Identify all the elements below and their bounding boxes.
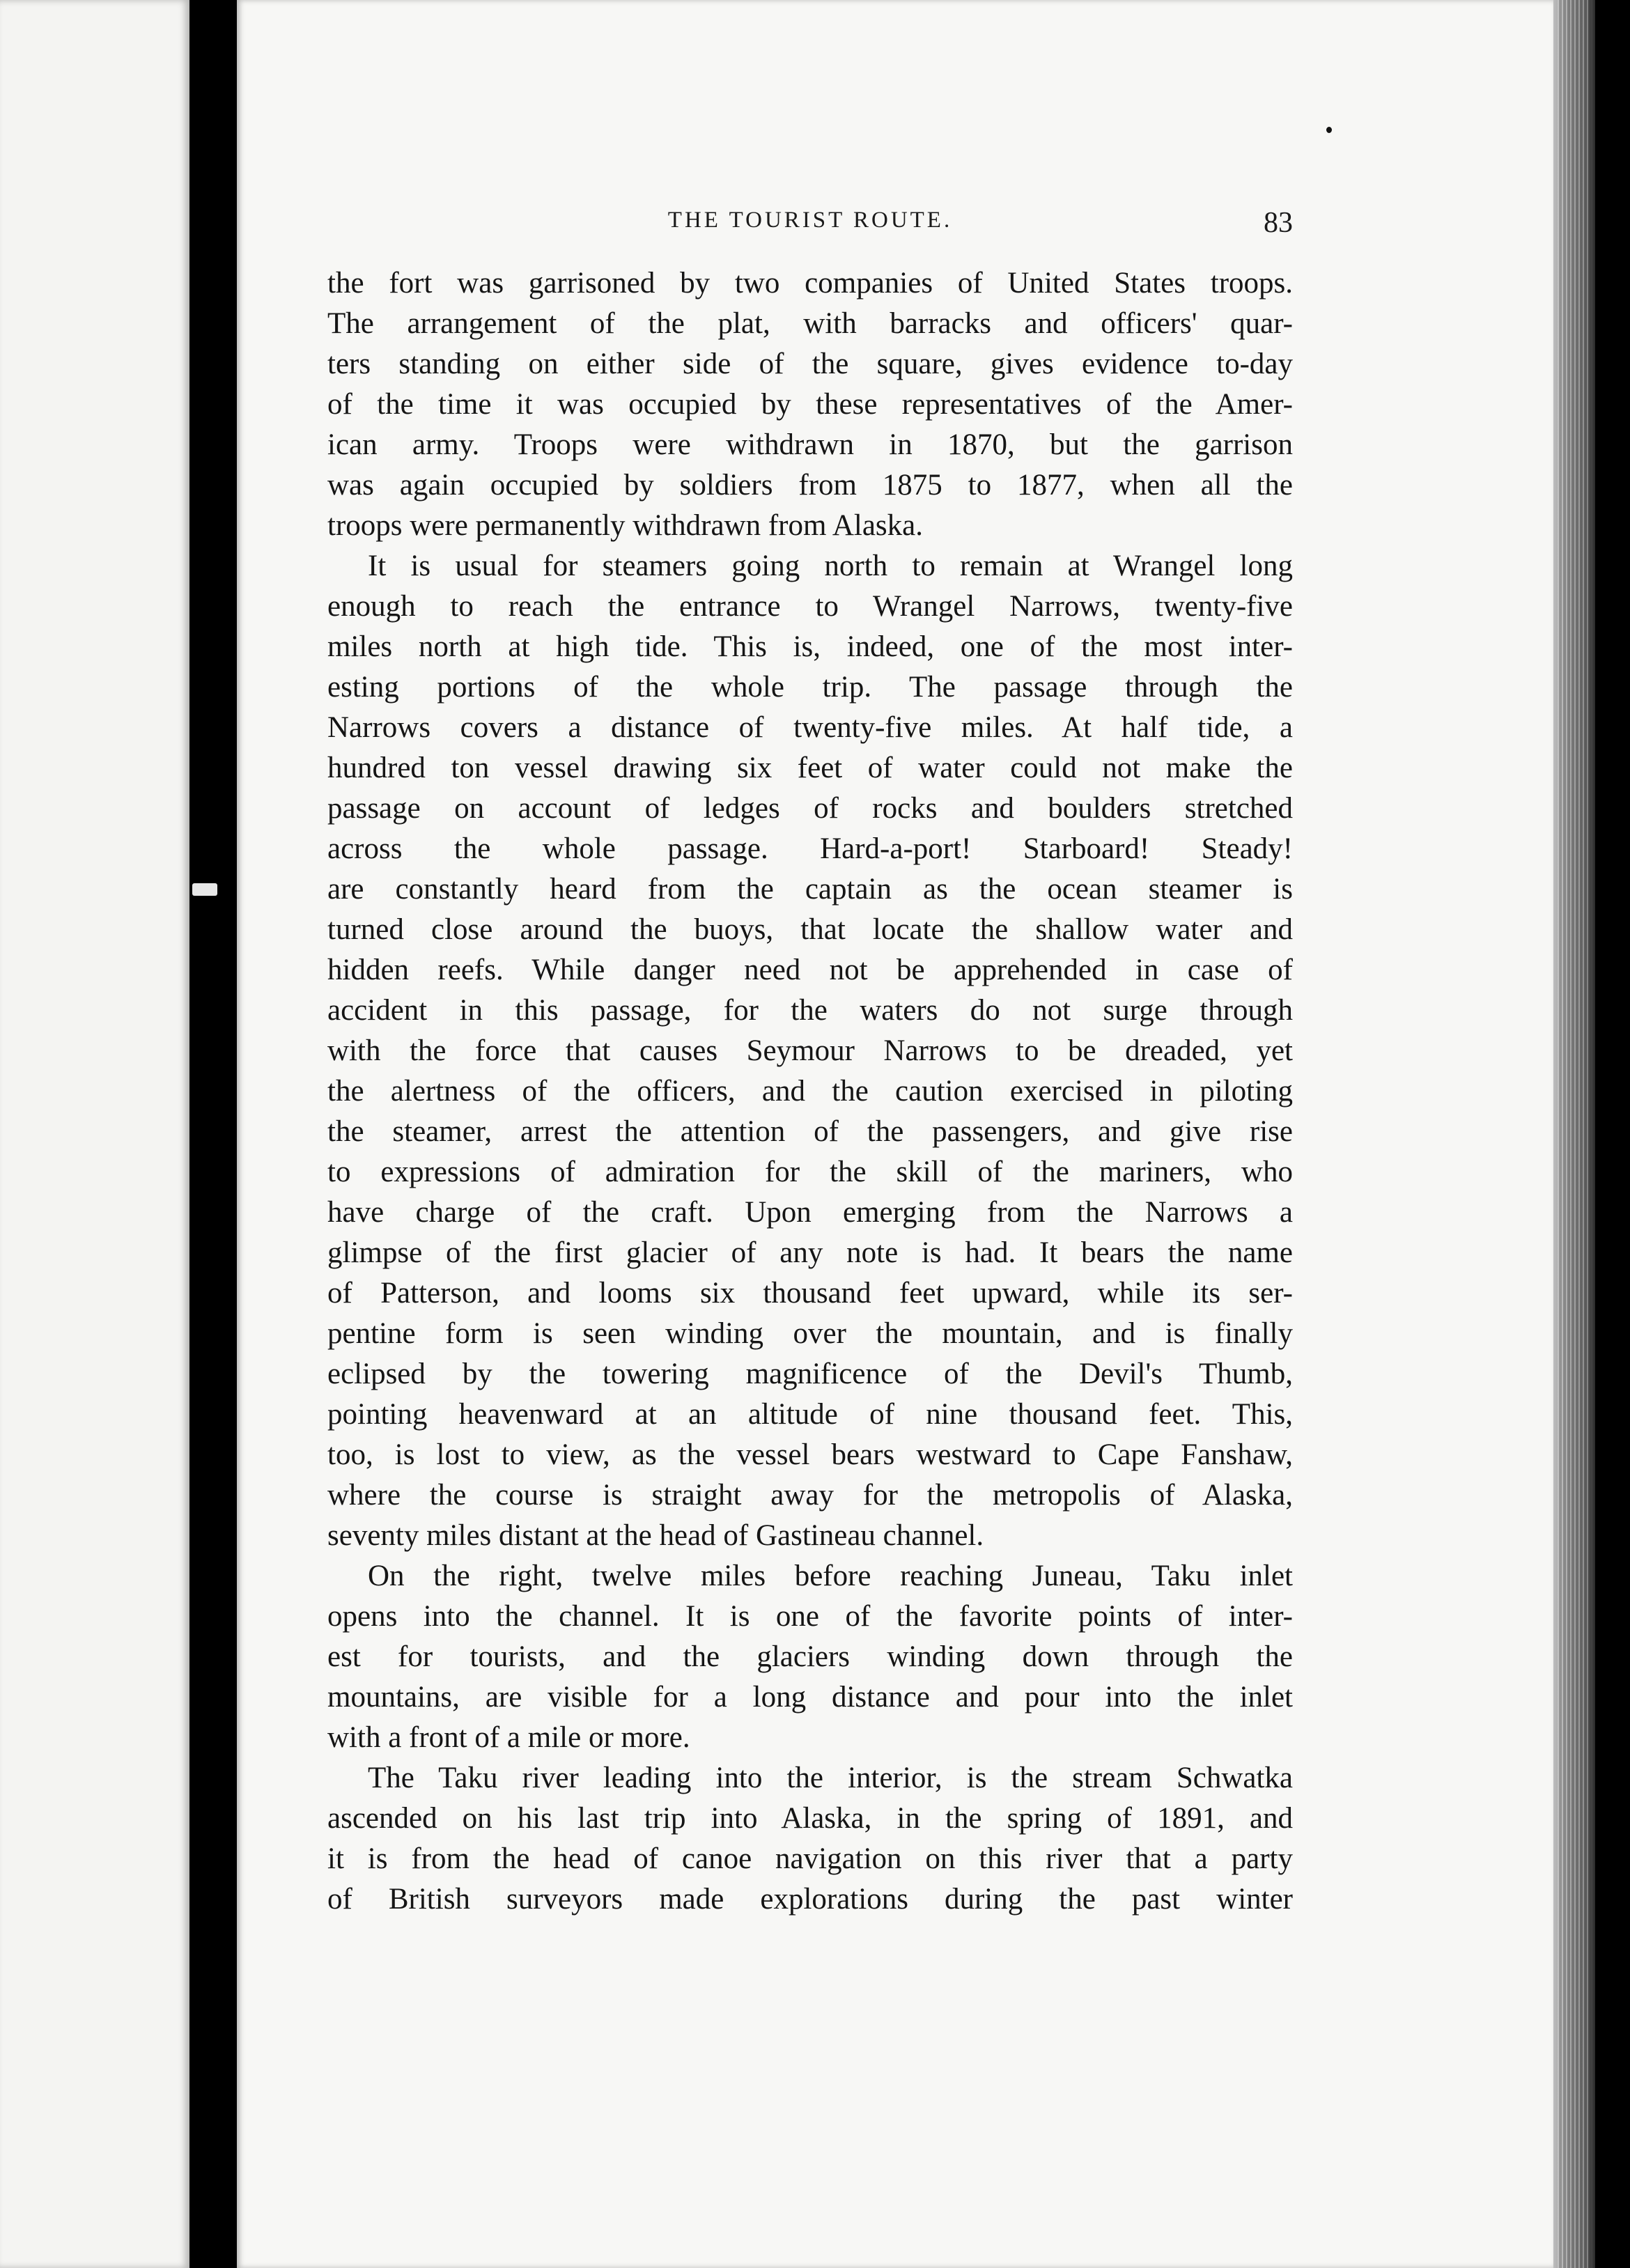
text-line: passage on account of ledges of rocks and boulders stretched xyxy=(327,792,1293,825)
text-line: across the whole passage. Hard-a-port! Starboard! Steady! xyxy=(327,832,1293,865)
text-line: ascended on his last trip into Alaska, in the spring of 1891, and xyxy=(327,1802,1293,1835)
text-line: too, is lost to view, as the vessel bears westward to Cape Fanshaw, xyxy=(327,1438,1293,1471)
text-line: of the time it was occupied by these representatives of the Amer- xyxy=(327,388,1293,421)
text-line: the steamer, arrest the attention of the passengers, and give rise xyxy=(327,1115,1293,1148)
text-line: glimpse of the first glacier of any note is had. It bears the name xyxy=(327,1236,1293,1269)
gutter-mark xyxy=(192,883,217,896)
text-line: pentine form is seen winding over the mountain, and is finally xyxy=(327,1317,1293,1350)
text-line: On the right, twelve miles before reaching Juneau, Taku inlet xyxy=(368,1560,1293,1592)
text-line: the alertness of the officers, and the caution exercised in piloting xyxy=(327,1075,1293,1108)
body-text xyxy=(327,263,1293,1920)
text-line: pointing heavenward at an altitude of nine thousand feet. This, xyxy=(327,1398,1293,1431)
text-line: the fort was garrisoned by two companies of United States troops. xyxy=(327,267,1293,300)
facing-page-edge xyxy=(0,0,189,2268)
text-line: ican army. Troops were withdrawn in 1870, but the garrison xyxy=(327,428,1293,461)
text-line: of Patterson, and looms six thousand feet upward, while its ser- xyxy=(327,1277,1293,1310)
text-line: est for tourists, and the glaciers winding down through the xyxy=(327,1640,1293,1673)
text-line: to expressions of admiration for the skill of the mariners, who xyxy=(327,1156,1293,1188)
paragraph xyxy=(327,1758,1293,1920)
paragraph xyxy=(327,546,1293,1556)
paragraph xyxy=(327,1556,1293,1758)
text-line: with a front of a mile or more. xyxy=(327,1721,690,1754)
page-stack-lines xyxy=(1558,0,1591,2268)
text-line: ters standing on either side of the square, gives evidence to-day xyxy=(327,348,1293,380)
ink-speck xyxy=(1326,127,1332,133)
text-line: of British surveyors made explorations during the past winter xyxy=(327,1883,1293,1916)
text-line: seventy miles distant at the head of Gastineau channel. xyxy=(327,1519,984,1552)
text-line: mountains, are visible for a long distance and pour into the inlet xyxy=(327,1681,1293,1714)
page-number: 83 xyxy=(1264,207,1293,239)
text-line: It is usual for steamers going north to remain at Wrangel long xyxy=(368,550,1293,582)
paragraph xyxy=(327,263,1293,546)
text-line: troops were permanently withdrawn from Alaska. xyxy=(327,509,923,542)
text-line: with the force that causes Seymour Narrows to be dreaded, yet xyxy=(327,1034,1293,1067)
text-line: esting portions of the whole trip. The passage through the xyxy=(327,671,1293,704)
text-line: The Taku river leading into the interior, is the stream Schwatka xyxy=(368,1762,1293,1794)
text-line: are constantly heard from the captain as the ocean steamer is xyxy=(327,873,1293,906)
text-line: accident in this passage, for the waters do not surge through xyxy=(327,994,1293,1027)
text-line: Narrows covers a distance of twenty-five miles. At half tide, a xyxy=(327,711,1293,744)
text-line: turned close around the buoys, that locate the shallow water and xyxy=(327,913,1293,946)
text-line: opens into the channel. It is one of the favorite points of inter- xyxy=(327,1600,1293,1633)
text-line: miles north at high tide. This is, indeed, one of the most inter- xyxy=(327,630,1293,663)
text-line: where the course is straight away for the metropolis of Alaska, xyxy=(327,1479,1293,1512)
text-line: enough to reach the entrance to Wrangel Narrows, twenty-five xyxy=(327,590,1293,623)
text-line: hidden reefs. While danger need not be apprehended in case of xyxy=(327,954,1293,986)
running-head xyxy=(327,208,1293,240)
text-line: was again occupied by soldiers from 1875 to 1877, when all the xyxy=(327,469,1293,502)
running-title: THE TOURIST ROUTE. xyxy=(667,208,953,233)
text-line: hundred ton vessel drawing six feet of water could not make the xyxy=(327,752,1293,784)
text-line: eclipsed by the towering magnificence of the Devil's Thumb, xyxy=(327,1358,1293,1390)
text-line: have charge of the craft. Upon emerging from the Narrows a xyxy=(327,1196,1293,1229)
text-line: The arrangement of the plat, with barracks and officers' quar- xyxy=(327,307,1293,340)
text-line: it is from the head of canoe navigation on this river that a party xyxy=(327,1842,1293,1875)
